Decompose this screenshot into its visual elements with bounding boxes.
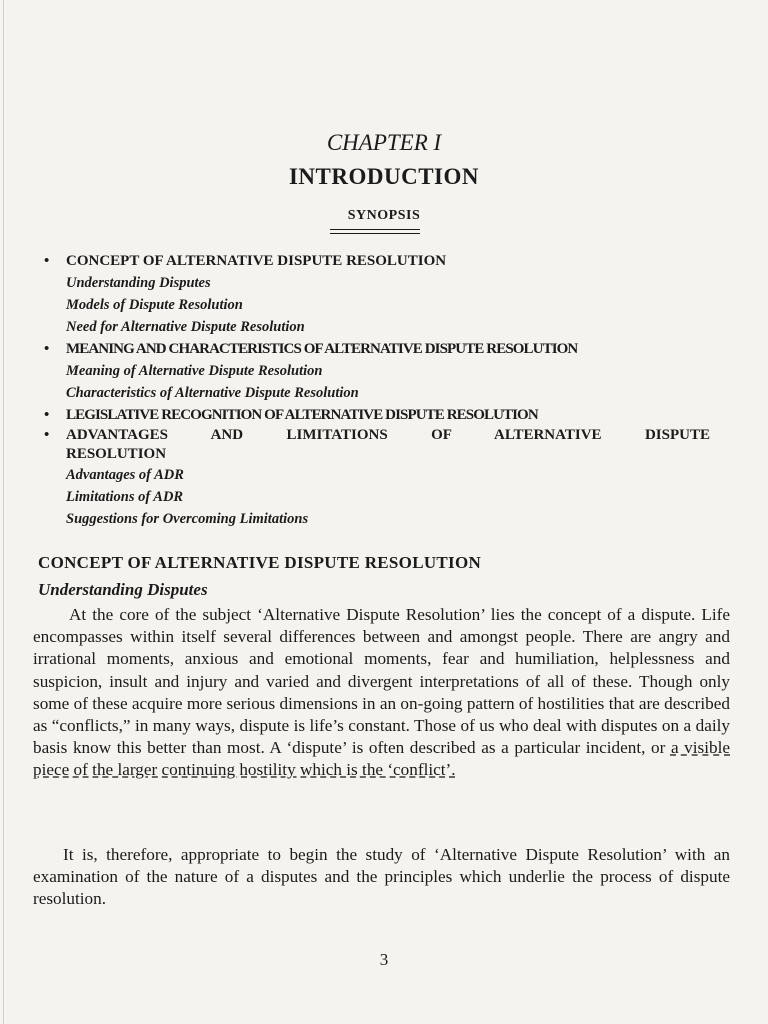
synopsis-sub-item: Suggestions for Overcoming Limitations <box>66 511 309 527</box>
synopsis-sub-item: Models of Dispute Resolution <box>66 297 243 313</box>
synopsis-sub-item: Meaning of Alternative Dispute Resolution <box>66 363 323 379</box>
synopsis-rule-bottom <box>330 233 420 234</box>
synopsis-main-item: • MEANING AND CHARACTERISTICS OF ALTERNATIVE DISPUTE RESOLUTION <box>40 338 730 360</box>
synopsis-sub-item: Understanding Disputes <box>66 275 211 291</box>
synopsis-sub-item: Need for Alternative Dispute Resolution <box>66 319 305 335</box>
page-number: 3 <box>379 950 389 969</box>
chapter-label: CHAPTER I <box>326 130 442 155</box>
synopsis-sub-item: Characteristics of Alternative Dispute Resolution <box>66 385 359 401</box>
bullet-icon: • <box>44 427 50 443</box>
paragraph-1 <box>33 604 730 782</box>
bullet-icon: • <box>44 253 50 269</box>
synopsis-heading: SYNOPSIS <box>347 208 421 223</box>
paragraph-1-text: At the core of the subject ‘Alternative Dispute Resolution’ lies the concept of a dispute. Life encompasses within itself several differences between and amongst people. There are angry and irrational moments, anxious and emotional moments, fear and humiliation, helplessness and suspicion, insult and injury and varied and divergent interpretations of all of these. Though only some of these acquire more serious dimensions in an on-going pattern of hostilities that are described as “conflicts,” in many ways, dispute is life’s constant. Those of us who deal with disputes on a daily basis know this better than most. A ‘dispute’ is often described as a particular incident, or <box>33 605 730 758</box>
synopsis-list <box>40 250 730 530</box>
synopsis-rule-top <box>330 229 420 230</box>
section-subheading: Understanding Disputes <box>38 580 208 599</box>
chapter-title: INTRODUCTION <box>288 164 480 189</box>
bullet-icon: • <box>44 407 49 423</box>
paragraph-2: It is, therefore, appropriate to begin the study of ‘Alternative Dispute Resolution’ with an examination of the nature of a disputes and the principles which underlie the process of dispute resolution. <box>33 845 730 909</box>
synopsis-sub-item: Limitations of ADR <box>66 489 184 505</box>
synopsis-main-item: • CONCEPT OF ALTERNATIVE DISPUTE RESOLUTION <box>40 250 730 272</box>
section-heading: CONCEPT OF ALTERNATIVE DISPUTE RESOLUTION <box>38 553 482 572</box>
bullet-icon: • <box>44 341 49 357</box>
synopsis-sub-item: Advantages of ADR <box>66 467 184 483</box>
paragraph-1-underlined-text: a visible piece of the larger continuing hostility which is the ‘conflict’. <box>33 738 730 780</box>
synopsis-main-item: • LEGISLATIVE RECOGNITION OF ALTERNATIVE DISPUTE RESOLUTION <box>40 404 730 426</box>
synopsis-main-item: • ADVANTAGES AND LIMITATIONS OF ALTERNATIVE DISPUTE RESOLUTION <box>44 427 710 462</box>
